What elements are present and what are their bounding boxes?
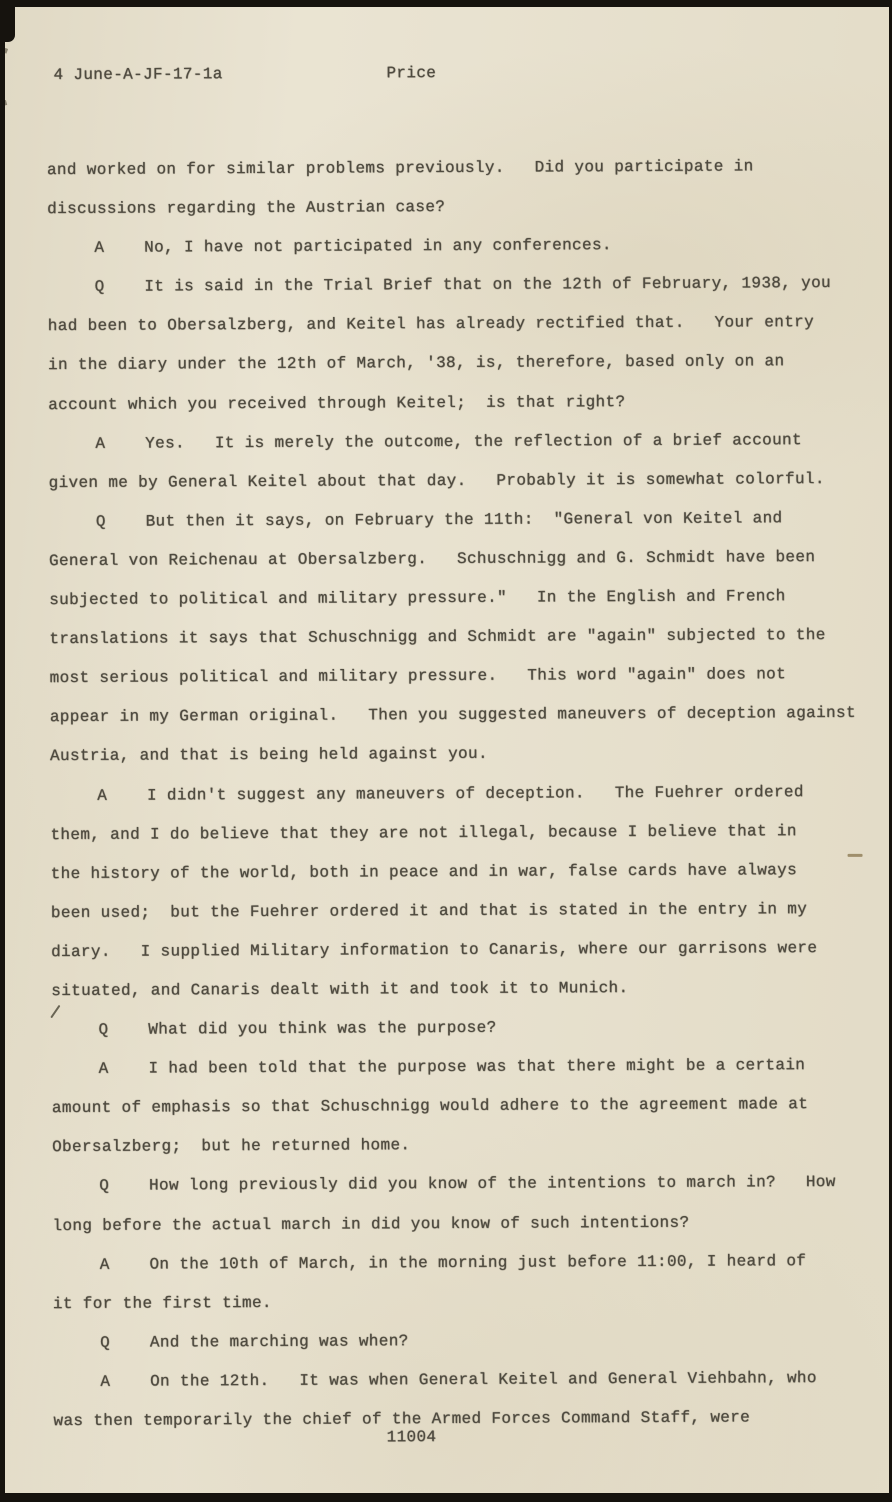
transcript-line: them, and I do believe that they are not illegal, because I believe that in — [50, 821, 797, 844]
scan-edge-left — [0, 0, 5, 1500]
transcript-line: diary. I supplied Military information to Canaris, where our garrisons were — [51, 938, 818, 961]
transcript-line: was then temporarily the chief of the Armed Forces Command Staff, were — [53, 1408, 751, 1431]
transcript-line: discussions regarding the Austrian case? — [47, 198, 446, 219]
page-header — [0, 62, 889, 89]
transcript-line: the history of the world, both in peace and in war, false cards have always — [50, 860, 798, 883]
scan-corner-patch — [0, 0, 15, 42]
transcript-line: Obersalzberg; but he returned home. — [52, 1136, 411, 1157]
transcript-line: situated, and Canaris dealt with it and took it to Munich. — [51, 979, 629, 1001]
transcript-line: Q It is said in the Trial Brief that on the 12th of February, 1938, you — [94, 274, 832, 297]
transcript-line: A Yes. It is merely the outcome, the reflection of a brief account — [95, 430, 802, 453]
transcript-line: in the diary under the 12th of March, '38, is, therefore, based only on an — [47, 352, 785, 375]
transcript-line: A No, I have not participated in any conferences. — [94, 236, 612, 258]
transcript-line: A I didn't suggest any maneuvers of deception. The Fuehrer ordered — [97, 782, 804, 805]
transcript-line: A On the 12th. It was when General Keitel and General Viehbahn, who — [100, 1368, 817, 1391]
transcript-line: been used; but the Fuehrer ordered it and that is stated in the entry in my — [50, 899, 808, 922]
scan-edge-top — [0, 0, 892, 7]
transcript-line: had been to Obersalzberg, and Keitel has already rectified that. Your entry — [47, 313, 815, 336]
transcript-body — [47, 147, 874, 1441]
transcript-line: long before the actual march in did you know of such intentions? — [52, 1213, 690, 1235]
document-reference: 4 June-A-JF-17-1a — [53, 65, 223, 85]
transcript-line: General von Reichenau at Obersalzberg. Schuschnigg and G. Schmidt have been — [48, 548, 816, 571]
page-number: 11004 — [386, 1428, 437, 1447]
scan-edge-bottom — [0, 1493, 892, 1500]
transcript-line: Austria, and that is being held against you. — [49, 745, 488, 766]
transcript-line: Q And the marching was when? — [100, 1332, 409, 1352]
reporter-name: Price — [386, 64, 437, 83]
transcript-line: amount of emphasis so that Schuschnigg would adhere to the agreement made at — [51, 1095, 809, 1118]
transcript-line: given me by General Keitel about that day. Probably it is somewhat colorful. — [48, 469, 825, 492]
transcript-line: Q How long previously did you know of the intentions to march in? How — [99, 1173, 836, 1196]
transcript-line: Q What did you think was the purpose? — [98, 1018, 497, 1039]
transcript-line: it for the first time. — [52, 1293, 272, 1313]
stray-dash-mark — [848, 854, 863, 857]
transcript-line: account which you received through Keitel; is that right? — [48, 392, 626, 414]
transcript-line: appear in my German original. Then you suggested maneuvers of deception against — [49, 704, 856, 727]
transcript-line: and worked on for similar problems previously. Did you participate in — [46, 157, 754, 180]
transcript-line: translations it says that Schuschnigg and Schmidt are "again" subjected to the — [49, 626, 826, 649]
transcript-line: most serious political and military pressure. This word "again" does not — [49, 665, 787, 688]
transcript-line: A I had been told that the purpose was that there might be a certain — [98, 1056, 806, 1078]
transcript-line: subjected to political and military pressure." In the English and French — [49, 587, 786, 610]
transcript-line: Q But then it says, on February the 11th: "General von Keitel and — [95, 509, 783, 531]
transcript-line: A On the 10th of March, in the morning just before 11:00, I heard of — [99, 1251, 807, 1274]
